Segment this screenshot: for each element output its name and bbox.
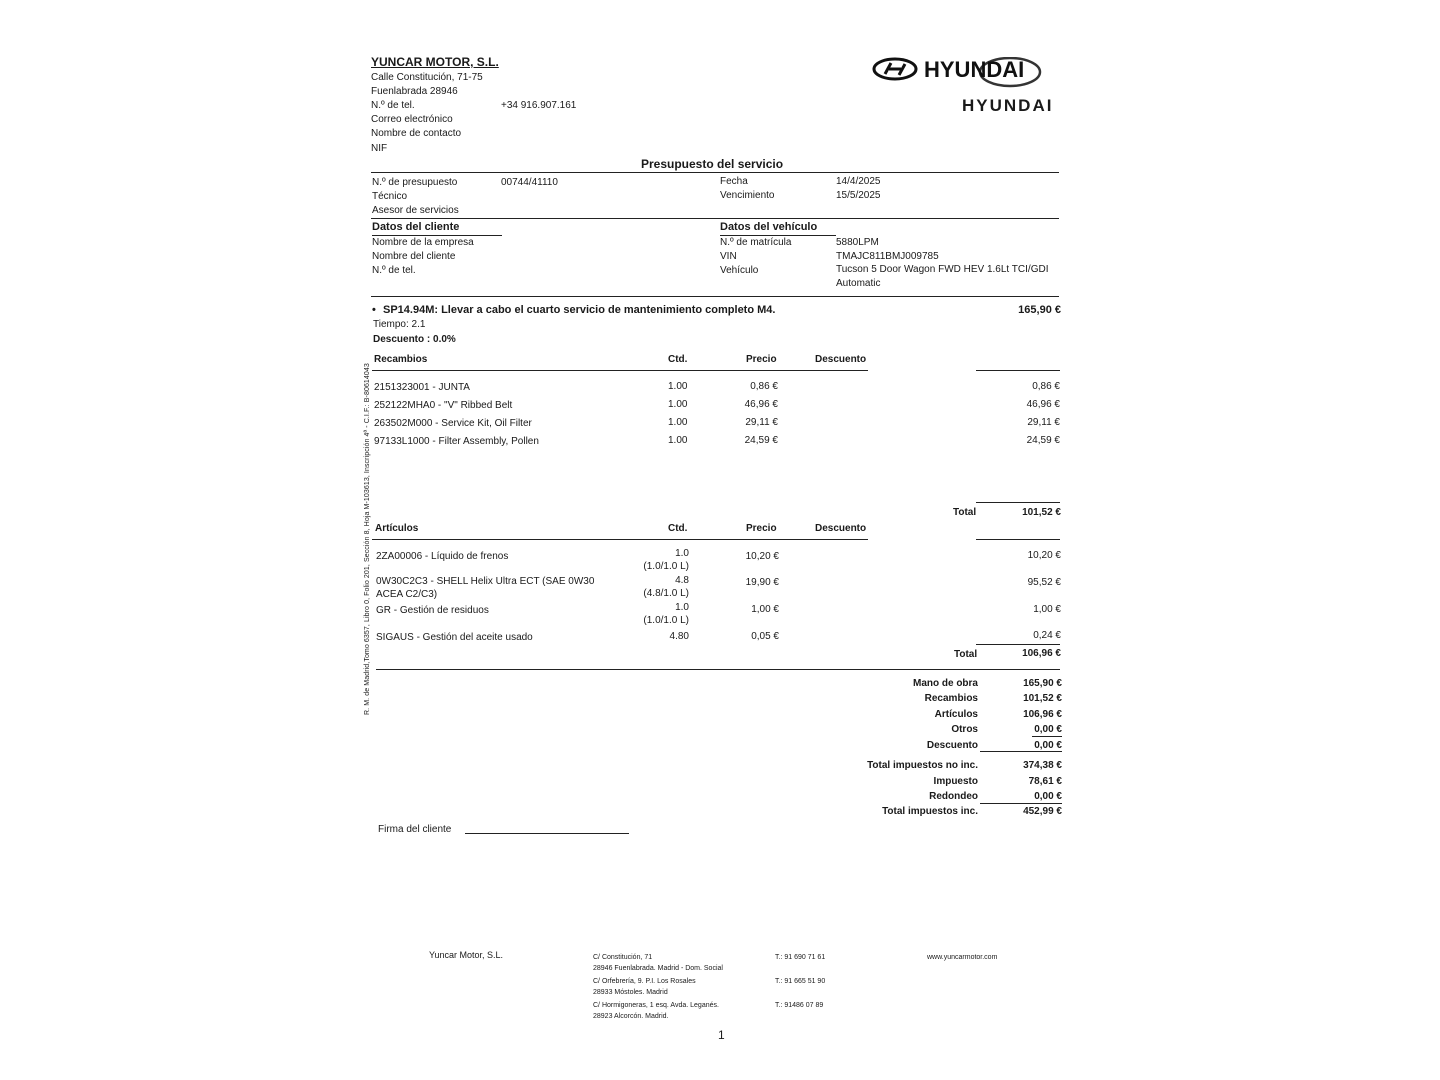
signature-label: Firma del cliente bbox=[378, 824, 452, 835]
summary-articles-label: Artículos bbox=[934, 709, 978, 720]
articles-row-desc-cont: ACEA C2/C3) bbox=[376, 589, 438, 600]
articles-header-discount: Descuento bbox=[815, 523, 867, 534]
model-value-line1: Tucson 5 Door Wagon FWD HEV 1.6Lt TCI/GDI bbox=[836, 264, 1049, 275]
due-label: Vencimiento bbox=[720, 190, 775, 201]
client-phone-label: N.º de tel. bbox=[372, 265, 416, 276]
meta-divider bbox=[371, 218, 1059, 219]
technician-label: Técnico bbox=[372, 191, 408, 202]
footer-web: www.yuncarmotor.com bbox=[927, 954, 998, 961]
articles-row-qty-detail: (1.0/1.0 L) bbox=[643, 561, 689, 572]
summary-subtotal-line bbox=[980, 751, 1062, 752]
parts-row-total: 24,59 € bbox=[1026, 435, 1060, 446]
summary-grand-label: Total impuestos inc. bbox=[882, 806, 978, 817]
hyundai-logo bbox=[872, 57, 1057, 98]
page-number: 1 bbox=[718, 1028, 725, 1042]
summary-articles-value: 106,96 € bbox=[1023, 709, 1062, 720]
summary-grand-line bbox=[980, 803, 1062, 804]
vin-value: TMAJC811BMJ009785 bbox=[836, 251, 939, 262]
articles-row-qty: 4.8 bbox=[675, 575, 689, 586]
service-time: Tiempo: 2.1 bbox=[373, 319, 426, 330]
vehicle-heading: Datos del vehículo bbox=[720, 221, 818, 233]
articles-total-line bbox=[976, 644, 1060, 645]
parts-header-qty: Ctd. bbox=[668, 354, 688, 365]
client-heading-underline bbox=[372, 235, 502, 236]
parts-row-desc: 263502M000 - Service Kit, Oil Filter bbox=[374, 418, 532, 429]
articles-row-desc: GR - Gestión de residuos bbox=[376, 605, 489, 616]
service-price: 165,90 € bbox=[1018, 304, 1061, 316]
footer-addr1-line2: 28946 Fuenlabrada. Madrid - Dom. Social bbox=[593, 965, 723, 972]
footer-addr2-line2: 28933 Móstoles. Madrid bbox=[593, 989, 668, 996]
company-email-label: Correo electrónico bbox=[371, 114, 453, 125]
due-value: 15/5/2025 bbox=[836, 190, 881, 201]
summary-parts-label: Recambios bbox=[924, 693, 978, 704]
summary-net-label: Total impuestos no inc. bbox=[867, 760, 978, 771]
parts-row-qty: 1.00 bbox=[668, 417, 688, 428]
client-heading: Datos del cliente bbox=[372, 221, 460, 233]
model-label: Vehículo bbox=[720, 265, 759, 276]
parts-row-total: 46,96 € bbox=[1026, 399, 1060, 410]
parts-total-label: Total bbox=[953, 507, 977, 518]
articles-row-desc: 2ZA00006 - Líquido de frenos bbox=[376, 551, 509, 562]
parts-row-total: 29,11 € bbox=[1027, 417, 1060, 428]
articles-row-price: 19,90 € bbox=[745, 577, 779, 588]
parts-header-line-right bbox=[976, 370, 1060, 371]
client-name-label: Nombre del cliente bbox=[372, 251, 456, 262]
parts-header-line bbox=[372, 370, 868, 371]
articles-row-qty: 4.80 bbox=[669, 631, 689, 642]
articles-row-total: 10,20 € bbox=[1027, 550, 1061, 561]
company-address-line2: Fuenlabrada 28946 bbox=[371, 86, 458, 97]
footer-tel1: T.: 91 690 71 61 bbox=[775, 954, 826, 961]
company-nif-label: NIF bbox=[371, 143, 388, 154]
service-discount: Descuento : 0.0% bbox=[373, 334, 456, 345]
footer-addr2-line1: C/ Orfebrería, 9. P.I. Los Rosales bbox=[593, 978, 696, 985]
company-phone-label: N.º de tel. bbox=[371, 100, 415, 111]
parts-row-total: 0,86 € bbox=[1032, 381, 1060, 392]
footer-addr1-line1: C/ Constitución, 71 bbox=[593, 954, 653, 961]
parts-row-price: 0,86 € bbox=[750, 381, 778, 392]
parts-total-line bbox=[976, 502, 1060, 503]
summary-others-value: 0,00 € bbox=[1034, 724, 1062, 735]
parts-header-discount: Descuento bbox=[815, 354, 867, 365]
articles-row-price: 1,00 € bbox=[751, 604, 779, 615]
title-divider bbox=[371, 172, 1059, 173]
parts-row-qty: 1.00 bbox=[668, 399, 688, 410]
parts-row-qty: 1.00 bbox=[668, 435, 688, 446]
service-title: SP14.94M: Llevar a cabo el cuarto servicio de mantenimiento completo M4. bbox=[383, 304, 776, 316]
articles-row-qty-detail: (1.0/1.0 L) bbox=[643, 615, 689, 626]
client-company-label: Nombre de la empresa bbox=[372, 237, 474, 248]
articles-row-qty: 1.0 bbox=[675, 602, 689, 613]
doc-title: Presupuesto del servicio bbox=[641, 157, 784, 171]
summary-discount-label: Descuento bbox=[926, 740, 978, 751]
summary-tax-value: 78,61 € bbox=[1028, 776, 1062, 787]
articles-header-name: Artículos bbox=[375, 523, 419, 534]
summary-others-label: Otros bbox=[951, 724, 978, 735]
summary-parts-value: 101,52 € bbox=[1023, 693, 1062, 704]
vin-label: VIN bbox=[720, 251, 737, 262]
company-phone-value: +34 916.907.161 bbox=[501, 100, 577, 111]
articles-row-price: 0,05 € bbox=[751, 631, 779, 642]
parts-row-qty: 1.00 bbox=[668, 381, 688, 392]
parts-header-price: Precio bbox=[746, 354, 777, 365]
company-contact-label: Nombre de contacto bbox=[371, 128, 462, 139]
articles-total-label: Total bbox=[954, 649, 978, 660]
quote-no-label: N.º de presupuesto bbox=[372, 177, 458, 188]
summary-rounding-label: Redondeo bbox=[929, 791, 978, 802]
advisor-label: Asesor de servicios bbox=[372, 205, 459, 216]
articles-row-qty-detail: (4.8/1.0 L) bbox=[643, 588, 689, 599]
parts-row-price: 46,96 € bbox=[744, 399, 778, 410]
client-divider bbox=[371, 296, 1059, 297]
articles-row-total: 0,24 € bbox=[1033, 630, 1061, 641]
parts-row-price: 24,59 € bbox=[744, 435, 778, 446]
articles-row-total: 1,00 € bbox=[1033, 604, 1061, 615]
summary-tax-label: Impuesto bbox=[933, 776, 978, 787]
parts-total-value: 101,52 € bbox=[1022, 507, 1061, 518]
summary-divider bbox=[376, 669, 1060, 670]
articles-total-value: 106,96 € bbox=[1022, 648, 1061, 659]
parts-row-desc: 2151323001 - JUNTA bbox=[374, 382, 470, 393]
summary-labor-value: 165,90 € bbox=[1023, 678, 1062, 689]
articles-row-desc: SIGAUS - Gestión del aceite usado bbox=[376, 632, 533, 643]
date-value: 14/4/2025 bbox=[836, 176, 881, 187]
parts-row-desc: 252122MHA0 - "V" Ribbed Belt bbox=[374, 400, 513, 411]
footer-addr3-line2: 28923 Alcorcón. Madrid. bbox=[593, 1013, 669, 1020]
summary-labor-label: Mano de obra bbox=[912, 678, 978, 689]
signature-line bbox=[465, 833, 629, 834]
vehicle-heading-underline bbox=[720, 235, 836, 236]
registry-side-text: R. M. de Madrid,Tomo 6357, Libro 0, Folio 201, Sección 8, Hoja M-103613, Inscripción 4ª - C.I.F.: B-80614043 bbox=[364, 363, 371, 715]
hyundai-logo-text: HYUNDAI bbox=[924, 57, 1025, 82]
summary-others-underline bbox=[1032, 736, 1062, 737]
articles-row-price: 10,20 € bbox=[745, 551, 779, 562]
company-name: YUNCAR MOTOR, S.L. bbox=[371, 55, 499, 69]
articles-row-total: 95,52 € bbox=[1027, 577, 1061, 588]
parts-row-price: 29,11 € bbox=[745, 417, 778, 428]
summary-grand-value: 452,99 € bbox=[1023, 806, 1062, 817]
company-address-line1: Calle Constitución, 71-75 bbox=[371, 72, 483, 83]
quote-no-value: 00744/41110 bbox=[501, 177, 558, 188]
footer-addr3-line1: C/ Hormigoneras, 1 esq. Avda. Leganés. bbox=[593, 1002, 719, 1009]
summary-rounding-value: 0,00 € bbox=[1034, 791, 1062, 802]
hyundai-wordmark: HYUNDAI bbox=[962, 96, 1054, 115]
parts-header-name: Recambios bbox=[374, 354, 428, 365]
summary-net-value: 374,38 € bbox=[1023, 760, 1062, 771]
service-bullet: • bbox=[372, 304, 376, 316]
model-value-line2: Automatic bbox=[836, 278, 881, 289]
plate-value: 5880LPM bbox=[836, 237, 879, 248]
footer-company: Yuncar Motor, S.L. bbox=[429, 950, 504, 960]
articles-header-line bbox=[372, 539, 868, 540]
date-label: Fecha bbox=[720, 176, 748, 187]
summary-discount-value: 0,00 € bbox=[1034, 740, 1062, 751]
articles-header-line-right bbox=[976, 539, 1060, 540]
articles-header-qty: Ctd. bbox=[668, 523, 688, 534]
articles-header-price: Precio bbox=[746, 523, 777, 534]
articles-row-desc: 0W30C2C3 - SHELL Helix Ultra ECT (SAE 0W30 bbox=[376, 576, 595, 587]
plate-label: N.º de matrícula bbox=[720, 237, 792, 248]
articles-row-qty: 1.0 bbox=[675, 548, 689, 559]
footer-tel2: T.: 91 665 51 90 bbox=[775, 978, 826, 985]
footer-tel3: T.: 91486 07 89 bbox=[775, 1002, 824, 1009]
parts-row-desc: 97133L1000 - Filter Assembly, Pollen bbox=[374, 436, 539, 447]
